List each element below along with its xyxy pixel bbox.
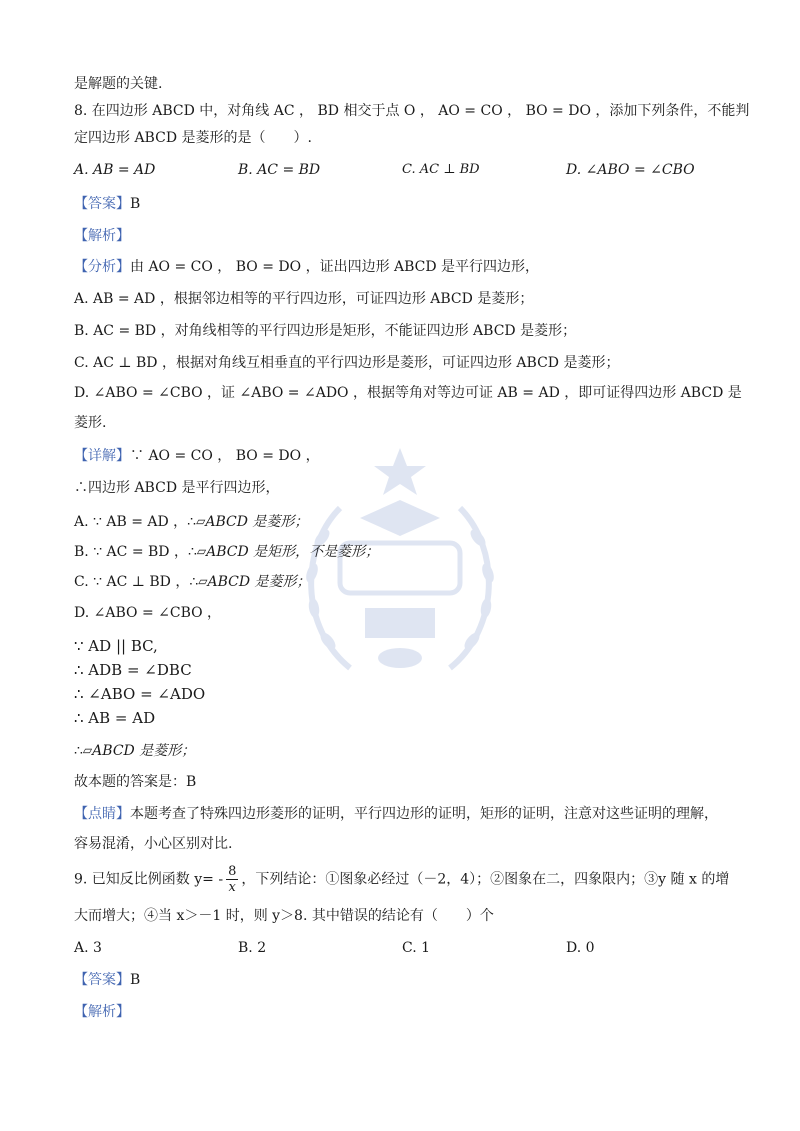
- question-9-stem: 9. 已知反比例函数 y= - $\frac{8}{x}$ ，下列结论：①图象必经过（－2，4）；②图象在二，四象限内；③y 随 x 的增: [74, 864, 730, 895]
- proof-line: ∴ ADB = ∠DBC: [74, 661, 192, 679]
- parallelogram-icon: ▱: [198, 574, 208, 588]
- answer-row: [74, 970, 140, 990]
- detail-row: [74, 446, 320, 466]
- parallelogram-icon: ▱: [196, 544, 207, 558]
- analysis-b: B. AC = BD ，对角线相等的平行四边形是矩形，不能证四边形 ABCD 是菱形；: [74, 323, 577, 339]
- answer-value: B: [130, 196, 141, 212]
- detail-b: B. ∵ AC = BD ，∴▱ABCD 是矩形，不是菱形；: [74, 544, 380, 560]
- analysis-c: C. AC ⊥ BD ，根据对角线互相垂直的平行四边形是菱形，可证四边形 ABCD 是菱形；: [74, 355, 620, 371]
- q9-option-a: A. 3: [74, 940, 102, 956]
- detail-line: ∴四边形 ABCD 是平行四边形，: [74, 480, 280, 496]
- proof-conclusion: ∴▱ABCD 是菱形；: [74, 743, 196, 759]
- answer-row: [74, 194, 140, 214]
- xiangjie-text: ∵ AO = CO ， BO = DO ，: [130, 448, 320, 464]
- proof-line: ∴ AB = AD: [74, 709, 156, 727]
- question-9-stem-cont: 大而增大；④当 x＞－1 时，则 y＞8. 其中错误的结论有（ ）个: [74, 908, 494, 924]
- q8-option-a: A. AB = AD: [74, 162, 156, 178]
- dianjing-row: [74, 804, 718, 824]
- analysis-d-cont: 菱形.: [74, 415, 107, 431]
- fraction: $\frac{8}{x}$: [228, 864, 237, 895]
- detail-d: D. ∠ABO = ∠CBO ，: [74, 605, 222, 621]
- xiangjie-tag: 【详解】: [74, 448, 130, 464]
- answer-tag: 【答案】: [74, 196, 130, 212]
- analysis-tag: 【解析】: [74, 228, 130, 244]
- dianjing-cont: 容易混淆，小心区别对比.: [74, 836, 233, 852]
- dianjing-text: 本题考查了特殊四边形菱形的证明，平行四边形的证明，矩形的证明，注意对这些证明的理解，: [130, 806, 718, 822]
- detail-c: C. ∵ AC ⊥ BD ，∴▱ABCD 是菱形；: [74, 574, 311, 590]
- q8-option-b: B. AC = BD: [238, 162, 321, 178]
- answer-tag: 【答案】: [74, 972, 130, 988]
- fenxi-tag: 【分析】: [74, 259, 130, 275]
- q9-option-c: C. 1: [402, 940, 431, 956]
- text-line: 是解题的关键.: [74, 76, 163, 92]
- q8-option-d: D. ∠ABO = ∠CBO: [566, 162, 695, 178]
- question-8-stem-cont: 定四边形 ABCD 是菱形的是（ ）.: [74, 130, 312, 146]
- detail-a: A. ∵ AB = AD ，∴▱ABCD 是菱形；: [74, 514, 309, 530]
- q9-option-b: B. 2: [238, 940, 267, 956]
- graduation-laurel-watermark-icon: [280, 438, 520, 698]
- q9-option-d: D. 0: [566, 940, 595, 956]
- parallelogram-icon: ▱: [196, 514, 206, 528]
- answer-value: B: [130, 972, 141, 988]
- analysis-tag: 【解析】: [74, 1004, 130, 1020]
- fenxi-text: 由 AO = CO ， BO = DO ，证出四边形 ABCD 是平行四边形，: [130, 259, 540, 275]
- dianjing-tag: 【点睛】: [74, 806, 130, 822]
- proof-line: ∴ ∠ABO = ∠ADO: [74, 685, 206, 703]
- analysis-a: A. AB = AD ，根据邻边相等的平行四边形，可证四边形 ABCD 是菱形；: [74, 291, 534, 307]
- final-answer-line: 故本题的答案是：B: [74, 774, 197, 790]
- analysis-d: D. ∠ABO = ∠CBO ，证 ∠ABO = ∠ADO ，根据等角对等边可证 AB = AD ，即可证得四边形 ABCD 是: [74, 385, 742, 401]
- q8-option-c: C. AC ⊥ BD: [402, 162, 480, 177]
- question-8-stem: 8. 在四边形 ABCD 中，对角线 AC ， BD 相交于点 O ， AO = CO ， BO = DO ，添加下列条件，不能判: [74, 103, 750, 119]
- parallelogram-icon: ▱: [82, 743, 93, 757]
- proof-line: ∵ AD || BC,: [74, 637, 158, 655]
- analysis-row: [74, 257, 539, 277]
